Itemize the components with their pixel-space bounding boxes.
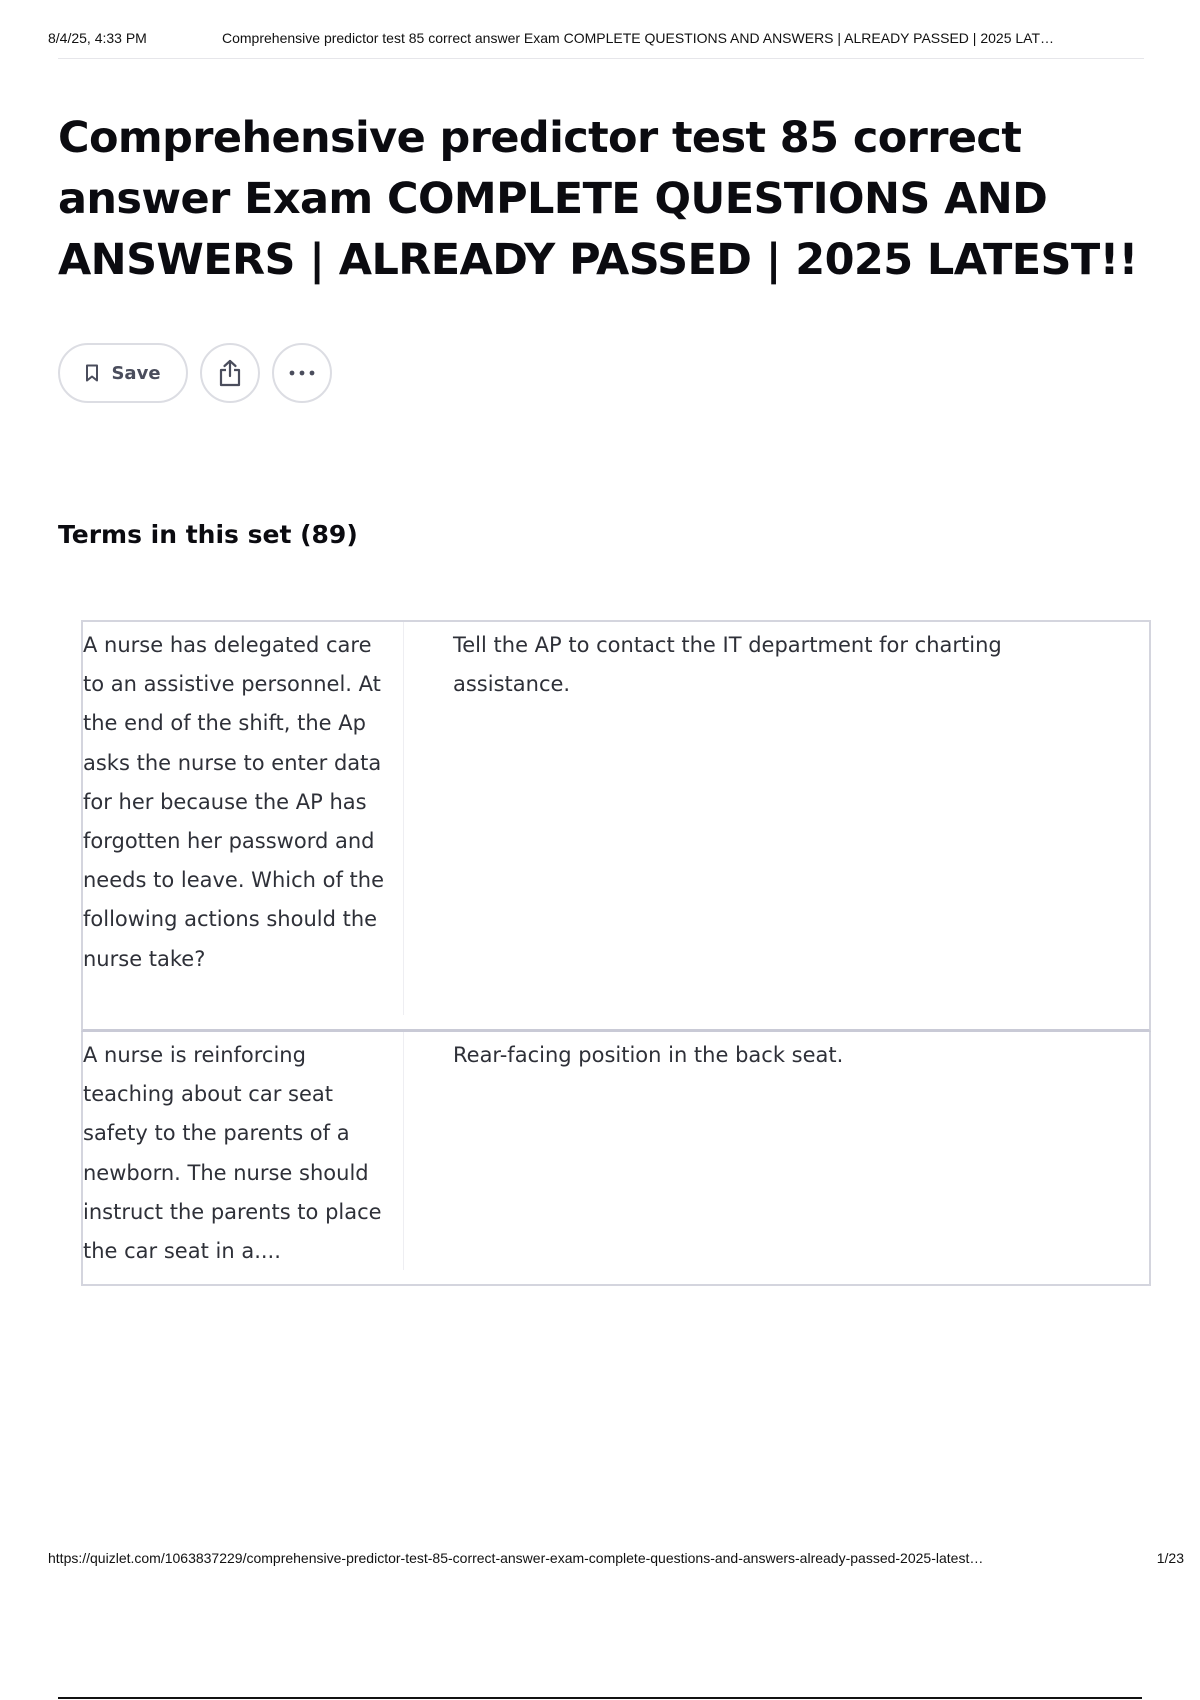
save-button[interactable] xyxy=(58,343,188,403)
page-title: Comprehensive predictor test 85 correct answer Exam COMPLETE QUESTIONS AND ANSWERS | ALREADY PASSED | 2025 LATEST!! xyxy=(58,113,1138,285)
share-button[interactable] xyxy=(200,343,260,403)
term-question: A nurse has delegated care to an assistive personnel. At the end of the shift, the Ap asks the nurse to enter data for her because the AP has forgotten her password and needs to leave. Which of the following actions should the nurse take? xyxy=(83,622,404,1015)
print-date: 8/4/25, 4:33 PM xyxy=(48,30,147,46)
more-options-button[interactable] xyxy=(272,343,332,403)
term-question: A nurse is reinforcing teaching about car seat safety to the parents of a newborn. The nurse should instruct the parents to place the car seat in a.... xyxy=(83,1032,404,1270)
terms-heading: Terms in this set (89) xyxy=(58,520,358,549)
print-header xyxy=(48,30,1184,50)
term-answer: Tell the AP to contact the IT department for charting assistance. xyxy=(453,633,1002,697)
share-icon xyxy=(217,359,243,387)
term-answer: Rear-facing position in the back seat. xyxy=(453,1043,844,1067)
page-url: https://quizlet.com/1063837229/comprehensive-predictor-test-85-correct-answer-exam-complete-questions-and-answers-already-passed-2025-latest… xyxy=(48,1550,984,1566)
bottom-divider xyxy=(58,1697,1142,1699)
print-footer xyxy=(48,1550,1184,1570)
terms-list xyxy=(81,620,1151,1286)
more-options-icon xyxy=(288,370,316,376)
print-document-title: Comprehensive predictor test 85 correct answer Exam COMPLETE QUESTIONS AND ANSWERS | ALREADY PASSED | 2025 LAT… xyxy=(222,30,1055,46)
set-actions-toolbar xyxy=(58,343,332,403)
page-number: 1/23 xyxy=(1156,1550,1184,1566)
term-card[interactable] xyxy=(81,620,1151,1032)
header-divider xyxy=(58,58,1144,59)
bookmark-icon xyxy=(85,364,99,382)
save-button-label: Save xyxy=(111,362,161,384)
term-card[interactable] xyxy=(81,1032,1151,1286)
